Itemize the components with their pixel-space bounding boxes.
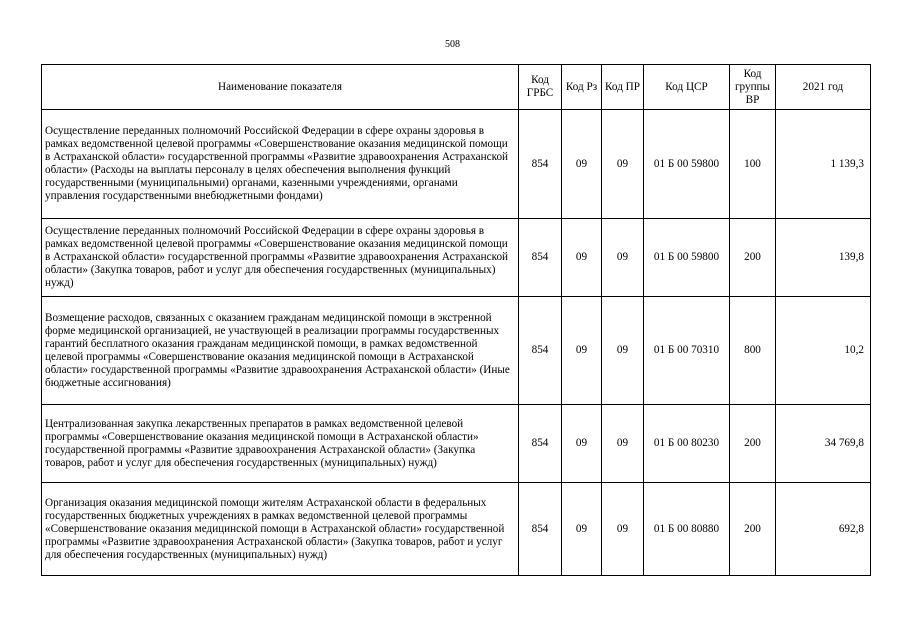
table-row <box>42 483 871 576</box>
row-amount: 10,2 <box>776 297 871 405</box>
row-pr: 09 <box>602 297 644 405</box>
row-amount: 692,8 <box>776 483 871 576</box>
header-rz: Код Рз <box>562 65 602 110</box>
row-pr: 09 <box>602 405 644 483</box>
row-csr: 01 Б 00 80230 <box>644 405 730 483</box>
table-row <box>42 405 871 483</box>
row-rz: 09 <box>562 219 602 297</box>
row-rz: 09 <box>562 405 602 483</box>
row-pr: 09 <box>602 483 644 576</box>
row-grbs: 854 <box>519 483 562 576</box>
page-number: 508 <box>445 39 460 50</box>
row-vr: 200 <box>730 405 776 483</box>
table-header-row <box>42 65 871 110</box>
row-csr: 01 Б 00 59800 <box>644 219 730 297</box>
row-name: Возмещение расходов, связанных с оказанием гражданам медицинской помощи в экстренной форме медицинской организацией, не участвующей в реализации программы государственных гарантий бесплатного оказания гражданам медицинской помощи, в рамках ведомственной целевой программы «Совершенствование оказания медицинской помощи в Астраханской области» государственной программы «Развитие здравоохранения Астраханской области» (Иные бюджетные ассигнования) <box>42 297 519 405</box>
table-row <box>42 110 871 219</box>
row-vr: 200 <box>730 483 776 576</box>
header-vr: Код группы ВР <box>730 65 776 110</box>
row-amount: 34 769,8 <box>776 405 871 483</box>
row-rz: 09 <box>562 110 602 219</box>
header-year: 2021 год <box>776 65 871 110</box>
table-row <box>42 297 871 405</box>
row-name: Осуществление переданных полномочий Российской Федерации в сфере охраны здоровья в рамках ведомственной целевой программы «Совершенствование оказания медицинской помощи в Астраханской области» государственной программы «Развитие здравоохранения Астраханской области» (Расходы на выплаты персоналу в целях обеспечения выполнения функций государственными (муниципальными) органами, казенными учреждениями, органами управления государственными внебюджетными фондами) <box>42 110 519 219</box>
header-pr: Код ПР <box>602 65 644 110</box>
header-csr: Код ЦСР <box>644 65 730 110</box>
row-amount: 139,8 <box>776 219 871 297</box>
row-rz: 09 <box>562 297 602 405</box>
row-grbs: 854 <box>519 219 562 297</box>
row-pr: 09 <box>602 110 644 219</box>
row-vr: 800 <box>730 297 776 405</box>
row-amount: 1 139,3 <box>776 110 871 219</box>
header-grbs: Код ГРБС <box>519 65 562 110</box>
row-vr: 200 <box>730 219 776 297</box>
row-grbs: 854 <box>519 297 562 405</box>
row-name: Централизованная закупка лекарственных препаратов в рамках ведомственной целевой программы «Совершенствование оказания медицинской помощи в Астраханской области» государственной программы «Развитие здравоохранения Астраханской области» (Закупка товаров, работ и услуг для обеспечения государственных (муниципальных) нужд) <box>42 405 519 483</box>
row-csr: 01 Б 00 59800 <box>644 110 730 219</box>
row-grbs: 854 <box>519 110 562 219</box>
table-row <box>42 219 871 297</box>
row-pr: 09 <box>602 219 644 297</box>
header-name: Наименование показателя <box>42 65 519 110</box>
row-name: Осуществление переданных полномочий Российской Федерации в сфере охраны здоровья в рамках ведомственной целевой программы «Совершенствование оказания медицинской помощи в Астраханской области» государственной программы «Развитие здравоохранения Астраханской области» (Закупка товаров, работ и услуг для обеспечения государственных (муниципальных) нужд) <box>42 219 519 297</box>
row-vr: 100 <box>730 110 776 219</box>
budget-table <box>41 64 871 576</box>
row-name: Организация оказания медицинской помощи жителям Астраханской области в федеральных государственных бюджетных учреждениях в рамках ведомственной целевой программы «Совершенствование оказания медицинской помощи в Астраханской области» государственной программы «Развитие здравоохранения Астраханской области» (Закупка товаров, работ и услуг для обеспечения государственных (муниципальных) нужд) <box>42 483 519 576</box>
row-grbs: 854 <box>519 405 562 483</box>
row-csr: 01 Б 00 80880 <box>644 483 730 576</box>
row-rz: 09 <box>562 483 602 576</box>
row-csr: 01 Б 00 70310 <box>644 297 730 405</box>
